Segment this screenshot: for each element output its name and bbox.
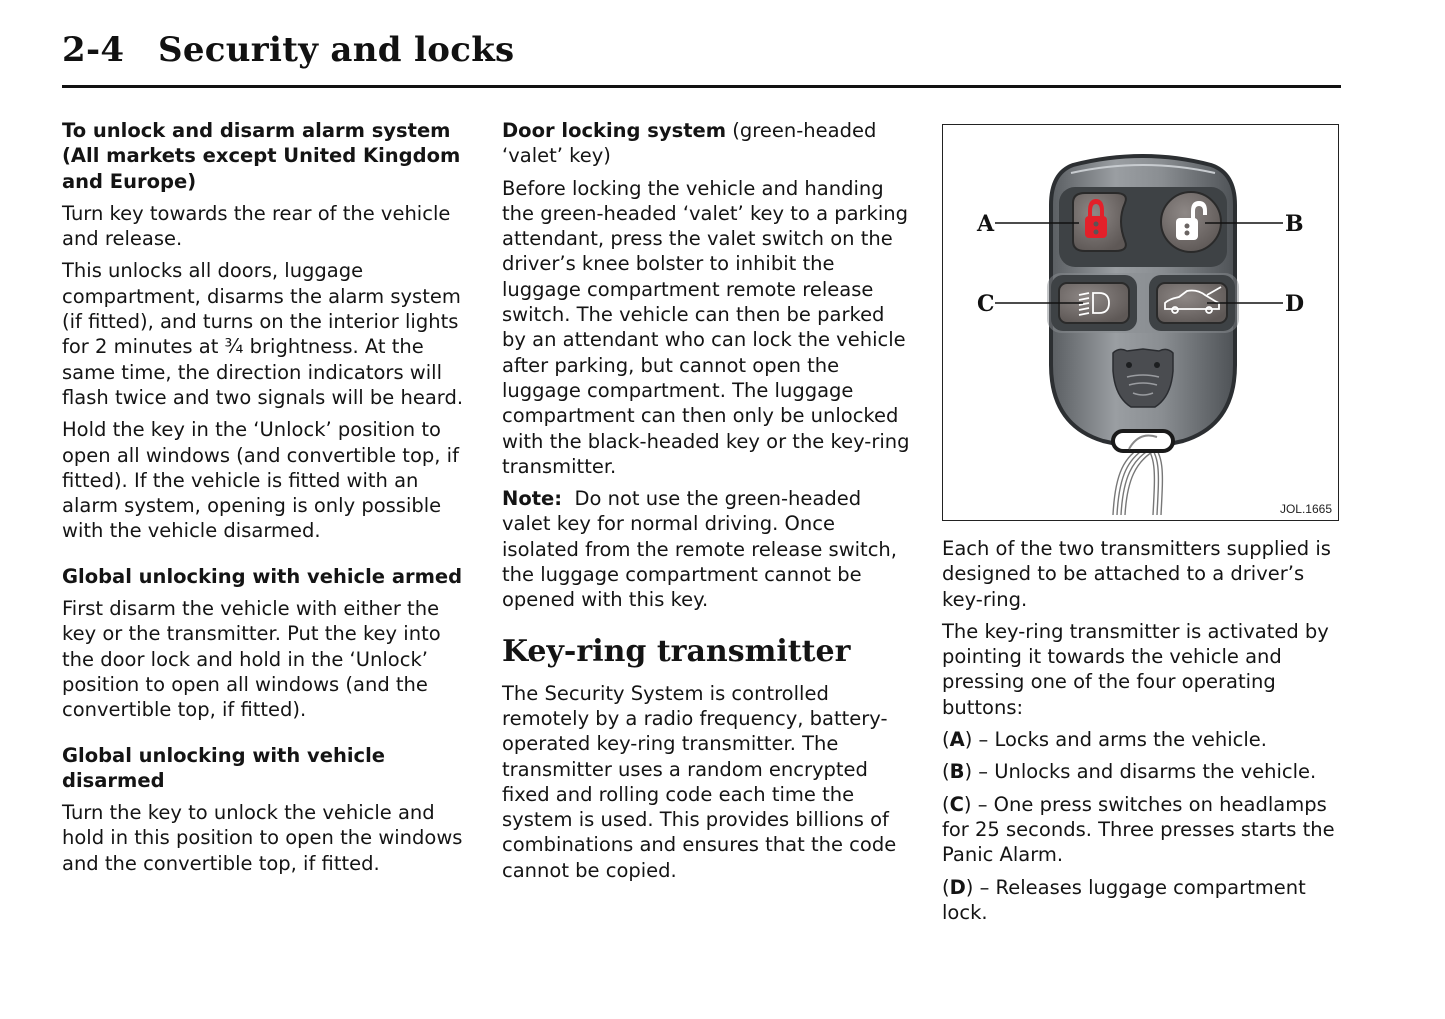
- list-item: (C) – One press switches on headlamps for 25 seconds. Three presses starts the Panic Alarm.: [942, 792, 1335, 867]
- header-rule: [62, 85, 1341, 88]
- heading-rest: (green-headed ‘valet’ key): [502, 119, 877, 168]
- note-label: Note:: [502, 487, 563, 511]
- button-description: – Unlocks and disarms the vehicle.: [972, 760, 1317, 784]
- paragraph: Before locking the vehicle and handing the green-headed ‘valet’ key to a parking attendant, press the valet switch on the driver’s knee bolster to inhibit the luggage compartment remote release switch. The vehicle can then be parked by an attendant who can lock the vehicle after parking, but cannot open the luggage compartment. The luggage compartment can then only be unlocked with the black-headed key or the key-ring transmitter.: [502, 176, 910, 478]
- list-item: (A) – Locks and arms the vehicle.: [942, 728, 1267, 752]
- key-fob-figure: [942, 124, 1339, 521]
- button-letter: A: [949, 728, 965, 752]
- button-letter: B: [949, 760, 965, 784]
- page-title: Security and locks: [158, 30, 515, 70]
- paragraph: This unlocks all doors, luggage compartment, disarms the alarm system (if fitted), and turns on the interior lights for 2 minutes at ¾ brightness. At the same time, the direction indicators will flash twice and two signals will be heard.: [62, 259, 464, 409]
- page-header: [62, 28, 1341, 90]
- section-heading-global-armed: Global unlocking with vehicle armed: [62, 564, 463, 588]
- heading-bold: Door locking system: [502, 119, 727, 142]
- figure-code: JOL.1665: [1279, 502, 1332, 516]
- key-ring-hole: [1113, 431, 1173, 451]
- button-letter: D: [949, 875, 966, 899]
- callout-label-c: C: [977, 291, 995, 317]
- page-number: 2-4: [62, 30, 125, 70]
- button-function-list: [942, 727, 1342, 925]
- section-heading-keyring: Key-ring transmitter: [502, 633, 851, 669]
- column-right: [942, 536, 1342, 932]
- paragraph: Turn key towards the rear of the vehicle and release.: [62, 201, 451, 251]
- callout-label-b: B: [1285, 211, 1304, 237]
- lock-button-a[interactable]: [1073, 193, 1126, 251]
- paragraph: Hold the key in the ‘Unlock’ position to open all windows (and convertible top, if fitted). If the vehicle is fitted with an alarm system, opening is only possible with the vehicle disarmed.: [62, 418, 459, 543]
- list-item: (D) – Releases luggage compartment lock.: [942, 875, 1306, 924]
- list-item: (B) – Unlocks and disarms the vehicle.: [942, 760, 1317, 784]
- paragraph: Turn the key to unlock the vehicle and hold in this position to open the windows and the convertible top, if fitted.: [62, 801, 463, 875]
- button-description: – Locks and arms the vehicle.: [972, 728, 1267, 752]
- paragraph: The key-ring transmitter is activated by pointing it towards the vehicle and pressing one of the four operating buttons:: [942, 619, 1329, 719]
- button-description: – Releases luggage compartment lock.: [942, 875, 1306, 924]
- paragraph: First disarm the vehicle with either the key or the transmitter. Put the key into the door lock and hold in the ‘Unlock’ position to open all windows (and the convertible top, if fitted).: [62, 597, 441, 722]
- column-left: [62, 118, 472, 883]
- section-heading-global-disarmed: Global unlocking with vehicle disarmed: [62, 743, 386, 792]
- button-letter: C: [949, 792, 964, 816]
- section-heading-door-locking: [502, 118, 912, 169]
- section-heading-unlock-disarm: To unlock and disarm alarm system (All markets except United Kingdom and Europe): [62, 119, 461, 193]
- jaguar-emblem-icon: [1113, 349, 1173, 407]
- column-middle: [502, 118, 912, 890]
- button-description: – One press switches on headlamps for 25 seconds. Three presses starts the Panic Alarm.: [942, 792, 1335, 867]
- unlock-button-b[interactable]: [1161, 192, 1221, 252]
- callout-label-a: A: [977, 211, 995, 237]
- paragraph: Each of the two transmitters supplied is designed to be attached to a driver’s key-ring.: [942, 537, 1331, 611]
- note: [502, 486, 912, 612]
- key-ring-wires-icon: [1113, 443, 1162, 515]
- callout-label-d: D: [1285, 291, 1305, 317]
- note-text: Do not use the green-headed valet key for normal driving. Once isolated from the remote release switch, the luggage compartment cannot be opened with this key.: [502, 487, 904, 612]
- paragraph: The Security System is controlled remotely by a radio frequency, battery-operated key-ring transmitter. The transmitter uses a random encrypted fixed and rolling code each time the system is used. This provides billions of combinations and ensures that the code cannot be copied.: [502, 681, 897, 882]
- key-fob-illustration: [943, 125, 1340, 522]
